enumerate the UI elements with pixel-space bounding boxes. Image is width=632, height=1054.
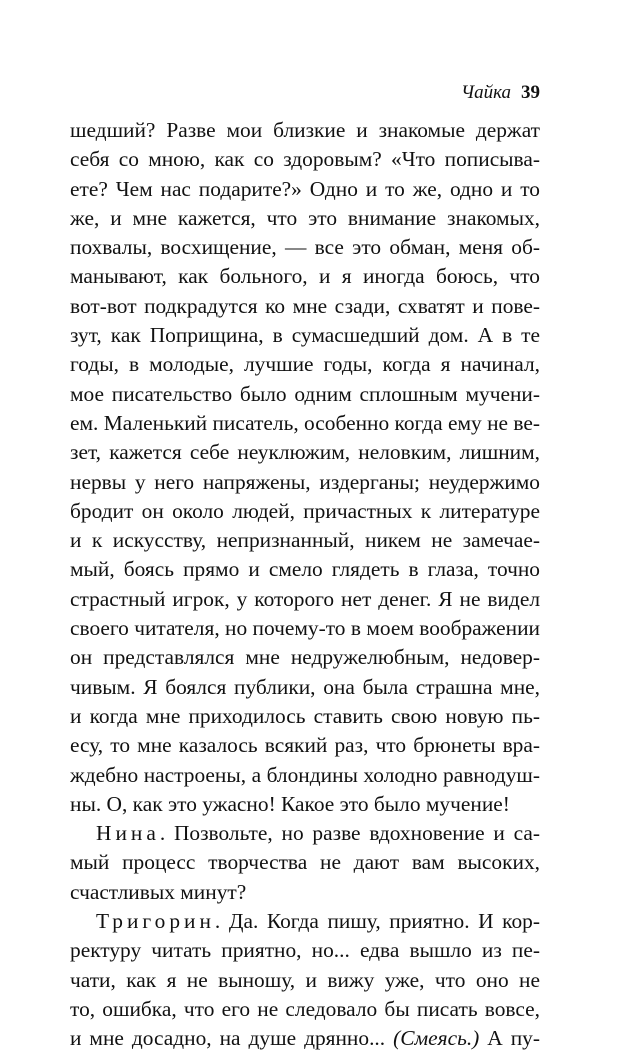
- text-line: ректуру читать приятно, но... едва вышло из пе-: [70, 938, 540, 963]
- text-line: зут, как Поприщина, в сумасшедший дом. А в те: [70, 323, 540, 348]
- text-line: чати, как я не выношу, и вижу уже, что оно не: [70, 967, 540, 992]
- speaker-name: Нина: [96, 821, 160, 846]
- text-line: манывают, как больного, и я иногда боюсь, что: [70, 264, 540, 289]
- text-line: ждебно настроены, а блондины холодно равнодуш-: [70, 762, 540, 787]
- text-line: счастливых минут?: [70, 879, 247, 904]
- paragraph-monologue: [70, 116, 540, 819]
- running-head: [70, 80, 540, 106]
- text-line: он представлялся мне недружелюбным, недовер-: [70, 645, 540, 670]
- text-line: мое писательство было одним сплошным мучени-: [70, 381, 540, 406]
- text-line: ете? Чем нас подарите?» Одно и то же, одно и то: [70, 176, 540, 201]
- text-line: вот-вот подкрадутся ко мне сзади, схватят и пове-: [70, 293, 540, 318]
- text-line: шедший? Разве мои близкие и знакомые держат: [70, 118, 540, 142]
- speech-text: и мне досадно, на душе дрянно...: [70, 1026, 394, 1051]
- stage-direction: (Смеясь.): [393, 1026, 480, 1051]
- speech-text: . Позвольте, но разве вдохновение и са-: [159, 821, 540, 846]
- speaker-name: Тригорин: [96, 909, 215, 934]
- text-line: ем. Маленький писатель, особенно когда ему не ве-: [70, 410, 540, 435]
- book-page: [70, 80, 540, 1054]
- text-line: себя со мною, как со здоровым? «Что пописыва-: [70, 147, 540, 172]
- text-line: чивым. Я боялся публики, она была страшна мне,: [70, 674, 540, 699]
- text-line: нервы у него напряжены, издерганы; неудержимо: [70, 469, 540, 494]
- text-line: и когда мне приходилось ставить свою новую пь-: [70, 703, 540, 728]
- paragraph-trigorin: [70, 907, 540, 1053]
- paragraph-nina: [70, 819, 540, 907]
- text-line: похвалы, восхищение, — все это обман, меня об-: [70, 235, 540, 260]
- text-line: своего читателя, но почему-то в моем воображении: [70, 616, 540, 641]
- text-line: и к искусству, непризнанный, никем не замечае-: [70, 528, 540, 553]
- speech-text: . Да. Когда пишу, приятно. И кор-: [214, 909, 540, 934]
- text-line: то, ошибка, что его не следовало бы писать вовсе,: [70, 996, 540, 1021]
- text-line: мый процесс творчества не дают вам высоких,: [70, 850, 540, 875]
- speaker-line: [70, 907, 540, 936]
- text-line: есу, то мне казалось всякий раз, что брюнеты вра-: [70, 733, 540, 758]
- running-head-title: Чайка: [460, 82, 511, 103]
- speaker-line: [70, 819, 540, 848]
- text-line: годы, в молодые, лучшие годы, когда я начинал,: [70, 352, 540, 377]
- body-text: [70, 116, 540, 1054]
- text-line: страстный игрок, у которого нет денег. Я не видел: [70, 586, 540, 611]
- text-line: ны. О, как это ужасно! Какое это было мучение!: [70, 791, 510, 816]
- page-number: 39: [521, 82, 540, 103]
- text-line: мый, боясь прямо и смело глядеть в глаза, точно: [70, 557, 540, 582]
- text-line: зет, кажется себе неуклюжим, неловким, лишним,: [70, 440, 540, 465]
- text-line: бродит он около людей, причастных к литературе: [70, 498, 540, 523]
- text-line-with-stage-direction: [70, 1024, 540, 1053]
- speech-text: А пу-: [479, 1026, 540, 1051]
- text-line: же, и мне кажется, что это внимание знакомых,: [70, 205, 540, 230]
